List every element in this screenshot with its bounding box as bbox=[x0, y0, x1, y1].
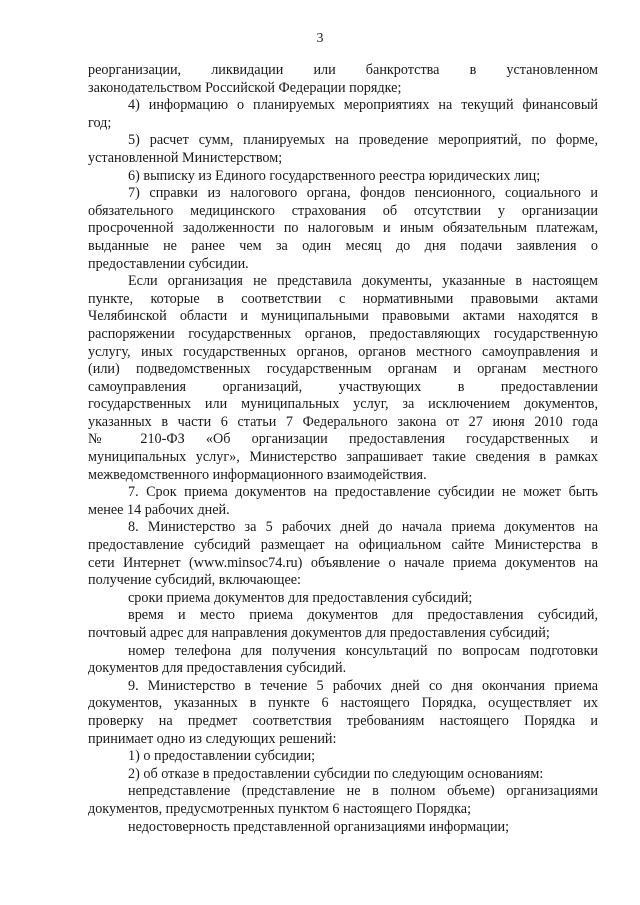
text-line: законодательством Российской Федерации порядке; bbox=[88, 79, 402, 96]
text-line: самоуправления организаций, участвующих в предоставлении bbox=[88, 378, 598, 395]
text-line: пункте, которые в соответствии с нормативными правовыми актами bbox=[88, 290, 598, 307]
text-line: предоставлении субсидии. bbox=[88, 255, 249, 272]
text-line: сети Интернет (www.minsoc74.ru) объявление о начале приема документов на bbox=[88, 554, 598, 571]
text-line: муниципальных услуг», Министерство запрашивает такие сведения в рамках bbox=[88, 449, 598, 466]
text-line: менее 14 рабочих дней. bbox=[88, 501, 230, 518]
text-line: указанных в части 6 статьи 7 Федерального закона от 27 июня 2010 года bbox=[88, 413, 598, 430]
page-number: 3 bbox=[316, 31, 324, 46]
text-line: 4) информацию о планируемых мероприятиях на текущий финансовый bbox=[128, 97, 598, 114]
text-line: 1) о предоставлении субсидии; bbox=[128, 748, 316, 765]
text-line: документов, указанных в пункте 6 настоящего Порядка, осуществляет их bbox=[88, 695, 598, 712]
text-line: год; bbox=[88, 114, 112, 131]
text-line: услугу, иных государственных органов, органов местного самоуправления и bbox=[88, 343, 598, 360]
text-line: № 210-ФЗ «Об организации предоставления государственных и bbox=[88, 431, 598, 448]
text-line: документов, предусмотренных пунктом 6 настоящего Порядка; bbox=[88, 800, 472, 817]
text-line: 6) выписку из Единого государственного реестра юридических лиц; bbox=[128, 167, 541, 184]
text-line: проверку на предмет соответствия требованиям настоящего Порядка и bbox=[88, 712, 598, 729]
text-line: номер телефона для получения консультаций по вопросам подготовки bbox=[128, 642, 598, 659]
text-line: 7. Срок приема документов на предоставление субсидии не может быть bbox=[128, 484, 598, 501]
text-line: распоряжении государственных органов, предоставляющих государственную bbox=[88, 325, 598, 342]
text-line: почтовый адрес для направления документов для предоставления субсидий; bbox=[88, 625, 550, 641]
text-line: недостоверность представленной организациями информации; bbox=[128, 818, 510, 835]
text-line: 8. Министерство за 5 рабочих дней до начала приема документов на bbox=[128, 519, 598, 536]
text-line: просроченной задолженности по налоговым и иным обязательным платежам, bbox=[88, 220, 598, 237]
text-line: предоставление субсидий размещает на официальном сайте Министерства в bbox=[88, 537, 598, 554]
text-line: 5) расчет сумм, планируемых на проведение мероприятий, по форме, bbox=[128, 132, 598, 149]
text-line: 7) справки из налогового органа, фондов пенсионного, социального и bbox=[128, 185, 598, 202]
text-line: 2) об отказе в предоставлении субсидии по следующим основаниям: bbox=[128, 765, 544, 782]
text-line: государственных или муниципальных услуг, за исключением документов, bbox=[88, 396, 598, 413]
text-line: реорганизации, ликвидации или банкротства в установленном bbox=[88, 62, 598, 78]
text-line: время и место приема документов для предоставления субсидий, bbox=[128, 607, 598, 624]
text-line: 9. Министерство в течение 5 рабочих дней со дня окончания приема bbox=[128, 677, 598, 694]
text-line: непредставление (представление не в полном объеме) организациями bbox=[128, 783, 598, 800]
text-line: сроки приема документов для предоставления субсидий; bbox=[128, 589, 473, 606]
text-line: межведомственного информационного взаимодействия. bbox=[88, 466, 427, 483]
text-line: (или) подведомственных государственным органам и органам местного bbox=[88, 361, 598, 378]
text-line: обязательного медицинского страхования об отсутствии у организации bbox=[88, 202, 598, 219]
text-line: принимает одно из следующих решений: bbox=[88, 730, 337, 747]
document-body bbox=[88, 62, 598, 836]
text-line: Челябинской области и муниципальными правовыми актами находятся в bbox=[88, 308, 598, 325]
text-line: установленной Министерством; bbox=[88, 149, 283, 166]
text-line: документов для предоставления субсидий. bbox=[88, 660, 347, 677]
text-line: выданные не ранее чем за один месяц до дня подачи заявления о bbox=[88, 237, 598, 254]
text-line: получение субсидий, включающее: bbox=[88, 572, 301, 589]
text-line: Если организация не представила документы, указанные в настоящем bbox=[128, 273, 598, 290]
